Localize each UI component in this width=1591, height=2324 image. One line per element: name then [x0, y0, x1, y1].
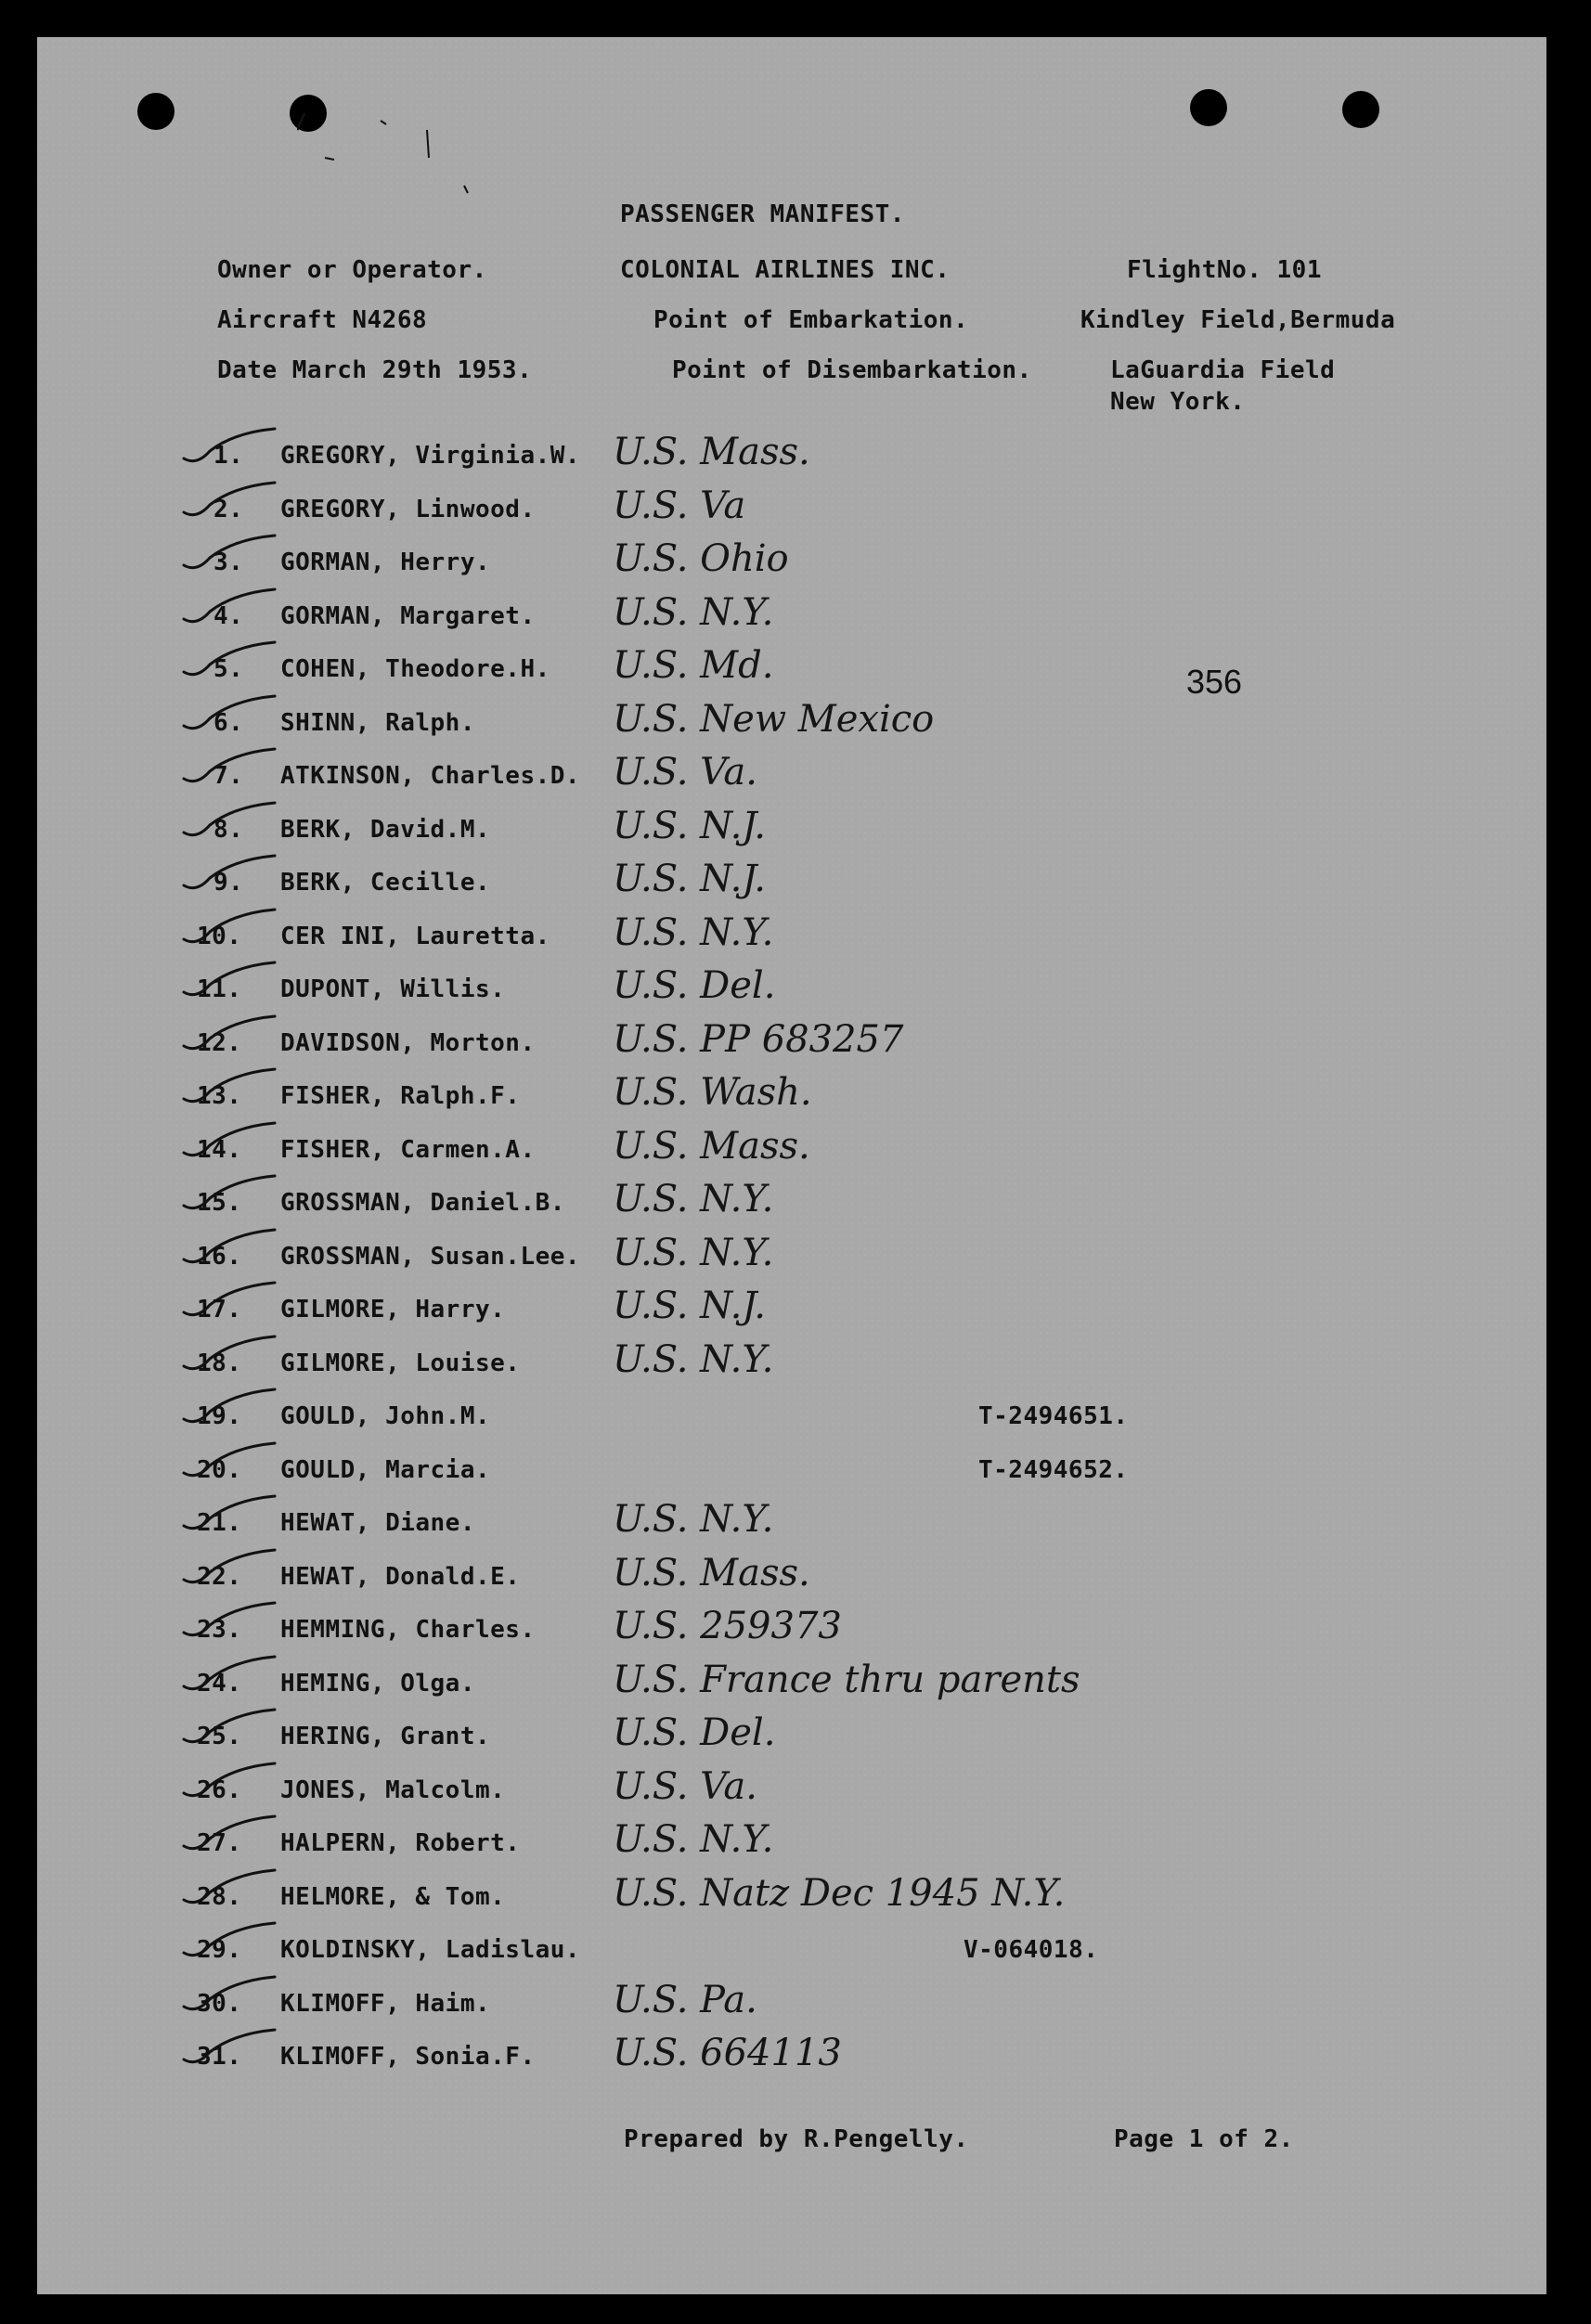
handwritten-note: U.S. N.Y. — [613, 1498, 774, 1541]
passenger-number: 9. — [213, 869, 244, 897]
checkmark-icon — [178, 534, 280, 580]
handwritten-note: U.S. Ohio — [613, 537, 789, 580]
passenger-name: GROSSMAN, Susan.Lee. — [280, 1243, 581, 1271]
ink-specks — [297, 102, 557, 204]
checkmark-icon — [178, 1174, 280, 1220]
checkmark-icon — [178, 694, 280, 741]
checkmark-icon — [178, 801, 280, 847]
passenger-document-number: T-2494652. — [978, 1456, 1129, 1484]
checkmark-icon — [178, 427, 280, 473]
handwritten-note: U.S. N.Y. — [613, 1178, 774, 1220]
passenger-number: 5. — [213, 655, 244, 683]
checkmark-icon — [178, 1975, 280, 2021]
checkmark-icon — [178, 640, 280, 687]
handwritten-note: U.S. N.J. — [613, 858, 766, 900]
aircraft-number: Aircraft N4268 — [217, 306, 428, 334]
flight-number: FlightNo. 101 — [1127, 256, 1322, 284]
passenger-name: HALPERN, Robert. — [280, 1829, 521, 1857]
passenger-number: 2. — [213, 496, 244, 523]
checkmark-icon — [178, 1335, 280, 1381]
punch-hole-left — [137, 93, 175, 130]
checkmark-icon — [178, 1014, 280, 1061]
passenger-name: FISHER, Carmen.A. — [280, 1136, 536, 1164]
punch-hole-right — [1342, 91, 1379, 128]
passenger-number: 24. — [197, 1670, 242, 1698]
checkmark-icon — [178, 1601, 280, 1647]
disembarkation-value-line2: New York. — [1110, 388, 1246, 416]
handwritten-note: U.S. N.Y. — [613, 591, 774, 634]
handwritten-note: U.S. N.J. — [613, 1285, 766, 1327]
manifest-page — [37, 37, 1546, 2294]
passenger-name: HERING, Grant. — [280, 1723, 491, 1750]
passenger-name: GILMORE, Harry. — [280, 1296, 506, 1323]
passenger-name: BERK, David.M. — [280, 816, 491, 844]
handwritten-note: U.S. N.Y. — [613, 1818, 774, 1861]
checkmark-icon — [178, 1868, 280, 1915]
handwritten-note: U.S. N.J. — [613, 805, 766, 847]
checkmark-icon — [178, 1814, 280, 1861]
handwritten-note: U.S. France thru parents — [613, 1659, 1080, 1701]
passenger-name: JONES, Malcolm. — [280, 1776, 506, 1804]
passenger-number: 18. — [197, 1349, 242, 1377]
passenger-name: DUPONT, Willis. — [280, 975, 506, 1003]
passenger-number: 17. — [197, 1296, 242, 1323]
passenger-name: DAVIDSON, Morton. — [280, 1029, 536, 1057]
passenger-number: 12. — [197, 1029, 242, 1057]
passenger-number: 21. — [197, 1509, 242, 1537]
handwritten-note: U.S. Natz Dec 1945 N.Y. — [613, 1872, 1066, 1915]
handwritten-note: U.S. Mass. — [613, 1125, 810, 1168]
page-stamp: 356 — [1186, 663, 1243, 701]
embarkation-label: Point of Embarkation. — [653, 306, 969, 334]
passenger-name: GROSSMAN, Daniel.B. — [280, 1189, 565, 1217]
passenger-number: 10. — [197, 923, 242, 950]
passenger-name: FISHER, Ralph.F. — [280, 1082, 521, 1110]
passenger-name: GOULD, John.M. — [280, 1402, 491, 1430]
passenger-number: 4. — [213, 602, 244, 630]
passenger-number: 26. — [197, 1776, 242, 1804]
handwritten-note: U.S. Va. — [613, 751, 757, 794]
handwritten-note: U.S. Del. — [613, 1711, 776, 1754]
disembarkation-label: Point of Disembarkation. — [672, 356, 1032, 384]
handwritten-note: U.S. Va. — [613, 1765, 757, 1808]
checkmark-icon — [178, 908, 280, 954]
passenger-name: HEMING, Olga. — [280, 1670, 475, 1698]
manifest-title: PASSENGER MANIFEST. — [620, 200, 905, 228]
passenger-number: 27. — [197, 1829, 242, 1857]
passenger-name: HEWAT, Diane. — [280, 1509, 475, 1537]
passenger-name: SHINN, Ralph. — [280, 709, 475, 737]
passenger-name: CER INI, Lauretta. — [280, 923, 550, 950]
passenger-name: HEWAT, Donald.E. — [280, 1563, 521, 1591]
passenger-number: 1. — [213, 442, 244, 470]
checkmark-icon — [178, 2028, 280, 2074]
passenger-name: KLIMOFF, Sonia.F. — [280, 2043, 536, 2071]
handwritten-note: U.S. Mass. — [613, 1552, 810, 1595]
checkmark-icon — [178, 1921, 280, 1968]
passenger-number: 6. — [213, 709, 244, 737]
passenger-number: 19. — [197, 1402, 242, 1430]
handwritten-note: U.S. Va — [613, 484, 746, 527]
passenger-name: GREGORY, Virginia.W. — [280, 442, 581, 470]
checkmark-icon — [178, 481, 280, 527]
passenger-document-number: T-2494651. — [978, 1402, 1129, 1430]
handwritten-note: U.S. Mass. — [613, 431, 810, 473]
passenger-name: BERK, Cecille. — [280, 869, 491, 897]
passenger-number: 11. — [197, 975, 242, 1003]
embarkation-value: Kindley Field,Bermuda — [1080, 306, 1396, 334]
checkmark-icon — [178, 1388, 280, 1434]
checkmark-icon — [178, 961, 280, 1007]
owner-label: Owner or Operator. — [217, 256, 487, 284]
punch-hole-center-right — [1190, 89, 1227, 126]
passenger-name: GREGORY, Linwood. — [280, 496, 536, 523]
handwritten-note: U.S. Md. — [613, 644, 774, 687]
checkmark-icon — [178, 1548, 280, 1595]
handwritten-note: U.S. PP 683257 — [613, 1018, 904, 1061]
passenger-name: KLIMOFF, Haim. — [280, 1990, 491, 2018]
passenger-number: 25. — [197, 1723, 242, 1750]
passenger-name: COHEN, Theodore.H. — [280, 655, 550, 683]
handwritten-note: U.S. 664113 — [613, 2032, 842, 2074]
checkmark-icon — [178, 1228, 280, 1274]
flight-date: Date March 29th 1953. — [217, 356, 533, 384]
disembarkation-value-line1: LaGuardia Field — [1110, 356, 1336, 384]
passenger-number: 28. — [197, 1883, 242, 1911]
passenger-name: ATKINSON, Charles.D. — [280, 762, 581, 790]
passenger-number: 20. — [197, 1456, 242, 1484]
passenger-name: HEMMING, Charles. — [280, 1616, 536, 1644]
checkmark-icon — [178, 1494, 280, 1541]
handwritten-note: U.S. N.Y. — [613, 1338, 774, 1381]
passenger-number: 29. — [197, 1936, 242, 1964]
checkmark-icon — [178, 1121, 280, 1168]
page-of: Page 1 of 2. — [1114, 2125, 1294, 2153]
handwritten-note: U.S. Pa. — [613, 1979, 757, 2021]
passenger-number: 7. — [213, 762, 244, 790]
passenger-name: GORMAN, Herry. — [280, 549, 491, 576]
checkmark-icon — [178, 1762, 280, 1808]
handwritten-note: U.S. Wash. — [613, 1071, 812, 1114]
passenger-name: GORMAN, Margaret. — [280, 602, 536, 630]
passenger-number: 30. — [197, 1990, 242, 2018]
passenger-number: 8. — [213, 816, 244, 844]
prepared-by: Prepared by R.Pengelly. — [624, 2125, 969, 2153]
checkmark-icon — [178, 854, 280, 900]
passenger-document-number: V-064018. — [964, 1936, 1099, 1964]
passenger-name: GOULD, Marcia. — [280, 1456, 491, 1484]
checkmark-icon — [178, 1655, 280, 1701]
passenger-number: 16. — [197, 1243, 242, 1271]
passenger-number: 23. — [197, 1616, 242, 1644]
handwritten-note: U.S. New Mexico — [613, 698, 935, 741]
passenger-number: 13. — [197, 1082, 242, 1110]
passenger-number: 22. — [197, 1563, 242, 1591]
checkmark-icon — [178, 1067, 280, 1114]
owner-value: COLONIAL AIRLINES INC. — [620, 256, 951, 284]
passenger-name: KOLDINSKY, Ladislau. — [280, 1936, 581, 1964]
checkmark-icon — [178, 1708, 280, 1754]
passenger-name: HELMORE, & Tom. — [280, 1883, 506, 1911]
handwritten-note: U.S. Del. — [613, 964, 776, 1007]
checkmark-icon — [178, 1281, 280, 1327]
passenger-number: 31. — [197, 2043, 242, 2071]
passenger-name: GILMORE, Louise. — [280, 1349, 521, 1377]
passenger-number: 3. — [213, 549, 244, 576]
passenger-number: 14. — [197, 1136, 242, 1164]
handwritten-note: U.S. N.Y. — [613, 1232, 774, 1274]
handwritten-note: U.S. 259373 — [613, 1605, 842, 1647]
checkmark-icon — [178, 747, 280, 794]
checkmark-icon — [178, 587, 280, 634]
checkmark-icon — [178, 1441, 280, 1488]
passenger-number: 15. — [197, 1189, 242, 1217]
handwritten-note: U.S. N.Y. — [613, 911, 774, 954]
